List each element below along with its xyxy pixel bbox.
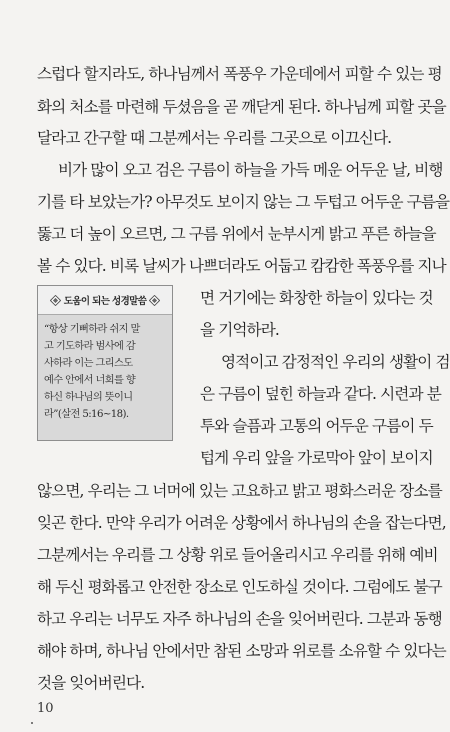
body-line: 그분께서는 우리를 그 상황 위로 들어올리시고 우리를 위해 예비 (37, 546, 438, 564)
sidebar-header (38, 286, 172, 315)
body-line: 해야 하며, 하나님 안에서만 참된 소망과 위로를 소유할 수 있다는 (37, 642, 446, 660)
verse-line: 하신 하나님의 뜻이니 (44, 392, 133, 403)
body-line: 않으면, 우리는 그 너머에 있는 고요하고 밝고 평화스러운 장소를 (37, 482, 442, 500)
body-line: 것을 잊어버린다. (37, 674, 145, 692)
body-line: 기를 타 보았는가? 아무것도 보이지 않는 그 두텁고 어두운 구름을 (37, 193, 450, 211)
body-line: 하고 우리는 너무도 자주 하나님의 손을 잊어버린다. 그분과 동행 (37, 610, 442, 628)
verse-line: “항상 기뻐하라 쉬지 말 (44, 324, 140, 335)
diamond-ornament-icon (50, 295, 61, 306)
bible-verse-text (44, 321, 168, 423)
body-line: 을 기억하라. (200, 321, 279, 339)
verse-line: 고 기도하라 범사에 감 (44, 341, 136, 352)
body-line: 면 거기에는 화창한 하늘이 있다는 것 (200, 289, 433, 307)
body-line: 화의 처소를 마련해 두셨음을 곧 깨닫게 된다. 하나님께 피할 곳을 (37, 98, 446, 116)
sidebar-title: 도움이 되는 성경말씀 (63, 296, 147, 307)
body-line: 텁게 우리 앞을 가로막아 앞이 보이지 (200, 449, 433, 467)
diamond-ornament-icon (149, 295, 160, 306)
body-line: 달라고 간구할 때 그분께서는 우리를 그곳으로 이끄신다. (37, 129, 392, 147)
body-line: 투와 슬픔과 고통의 어두운 구름이 두 (200, 417, 433, 435)
body-line: 해 두신 평화롭고 안전한 장소로 인도하실 것이다. 그럼에도 불구 (37, 578, 442, 596)
body-line: 비가 많이 오고 검은 구름이 하늘을 가득 메운 어두운 날, 비행 (58, 161, 443, 179)
print-speck (31, 722, 33, 724)
body-line: 뚫고 더 높이 오르면, 그 구름 위에서 눈부시게 밝고 푸른 하늘을 (37, 225, 436, 243)
body-line: 볼 수 있다. 비록 날씨가 나쁘더라도 어둡고 캄캄한 폭풍우를 지나 (37, 257, 446, 275)
verse-line: 라”(살전 5:16~18). (44, 409, 129, 420)
page-number: 10 (37, 701, 54, 716)
body-line: 영적이고 감정적인 우리의 생활이 검 (221, 353, 450, 371)
bible-verse-sidebar (37, 285, 173, 441)
verse-line: 예수 안에서 너희를 향 (44, 375, 136, 386)
body-line: 잊곤 한다. 만약 우리가 어려운 상황에서 하나님의 손을 잡는다면, (37, 514, 446, 532)
verse-line: 사하라 이는 그리스도 (44, 358, 133, 369)
body-line: 스럽다 할지라도, 하나님께서 폭풍우 가운데에서 피할 수 있는 평 (37, 65, 442, 83)
body-line: 은 구름이 덮힌 하늘과 같다. 시련과 분 (200, 385, 441, 403)
